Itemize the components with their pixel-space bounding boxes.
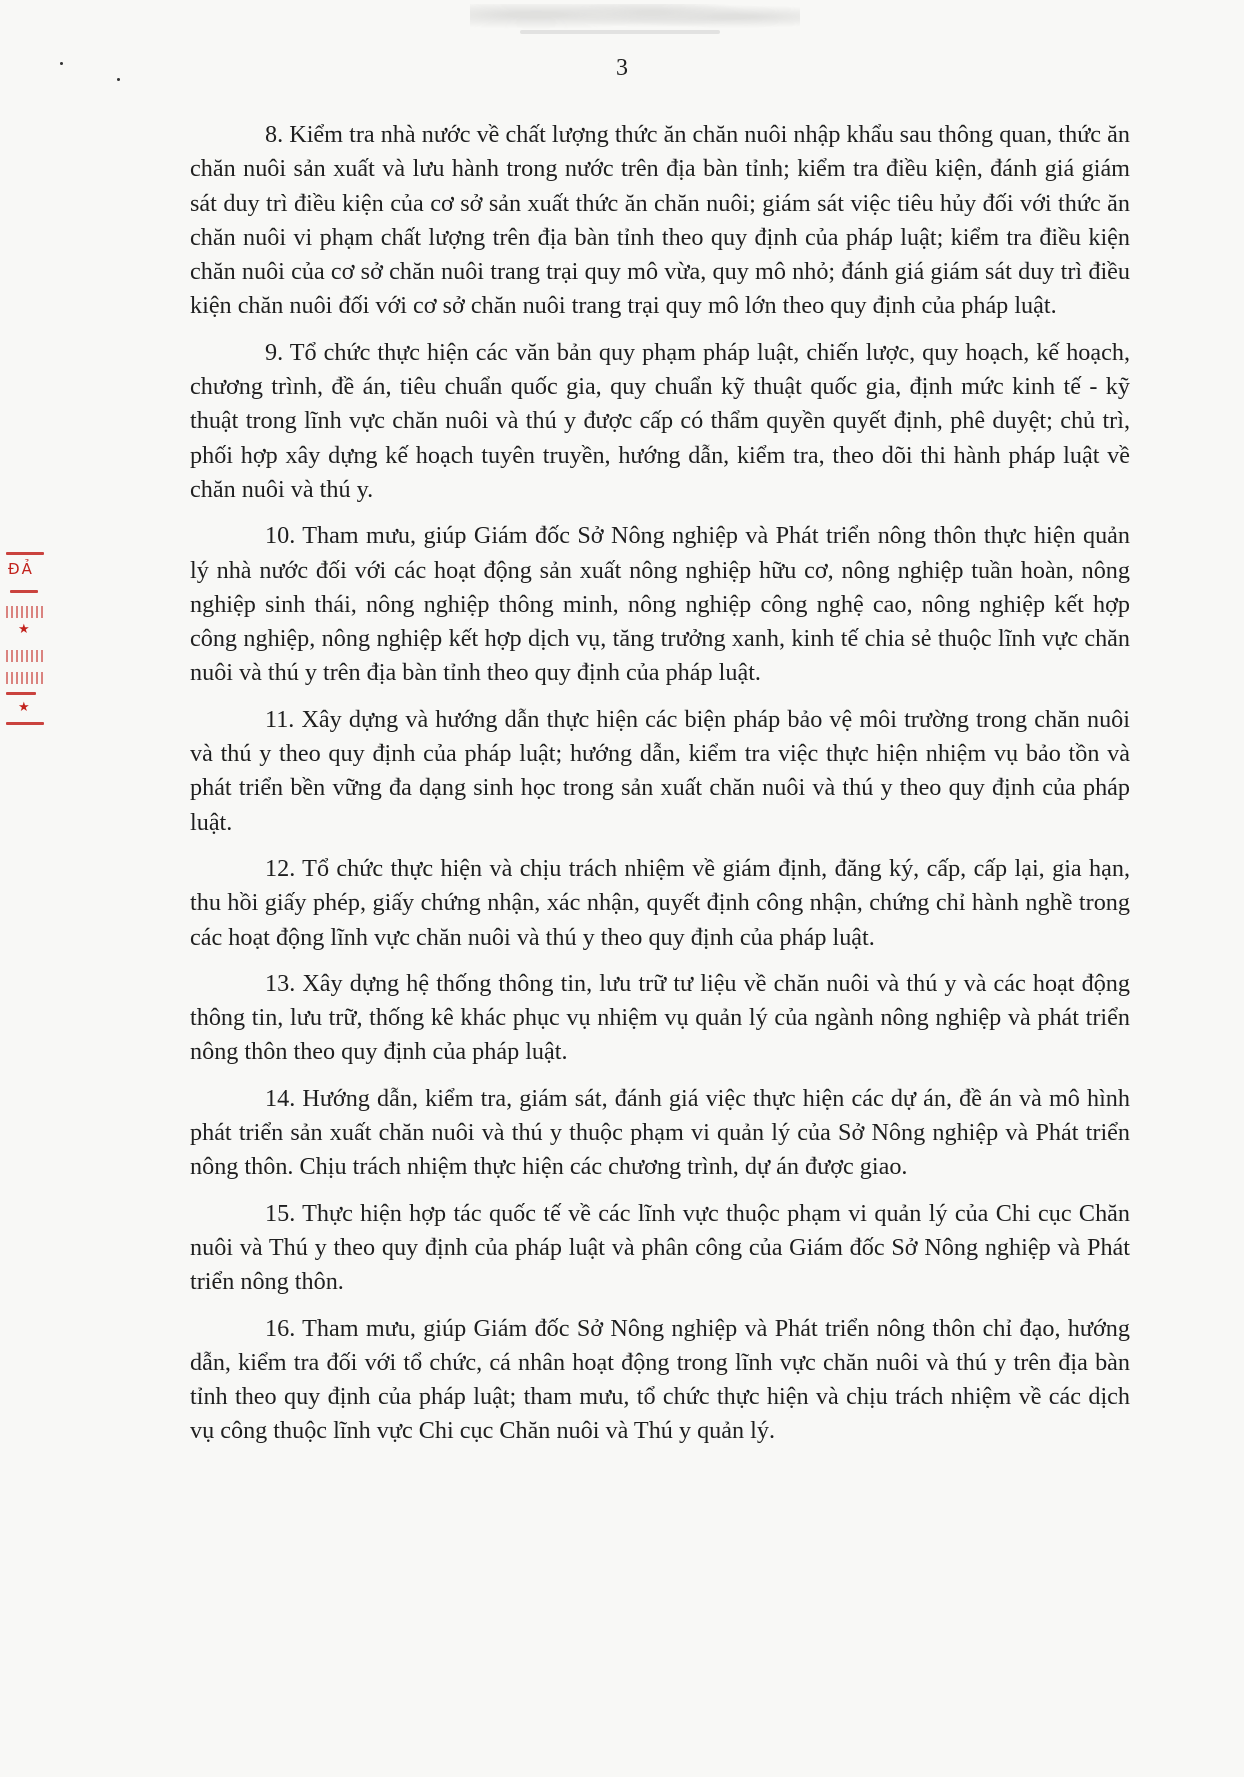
- stamp-text: ĐẢ: [8, 560, 34, 578]
- stamp-line: [6, 722, 44, 725]
- paragraph-9: 9. Tổ chức thực hiện các văn bản quy phạm pháp luật, chiến lược, quy hoạch, kế hoạch, chương trình, đề án, tiêu chuẩn quốc gia, quy chuẩn kỹ thuật quốc gia, định mức kinh tế - kỹ thuật trong lĩnh vực chăn nuôi và thú y được cấp có thẩm quyền quyết định, phê duyệt; chủ trì, phối hợp xây dựng kế hoạch tuyên truyền, hướng dẫn, kiểm tra, theo dõi thi hành pháp luật về chăn nuôi và thú y.: [190, 338, 1130, 503]
- paragraph-11: 11. Xây dựng và hướng dẫn thực hiện các biện pháp bảo vệ môi trường trong chăn nuôi và thú y theo quy định của pháp luật; hướng dẫn, kiểm tra việc thực hiện nhiệm vụ bảo tồn và phát triển bền vững đa dạng sinh học trong sản xuất chăn nuôi và thú y theo quy định của pháp luật.: [190, 705, 1130, 836]
- stamp-line: [6, 552, 44, 555]
- paragraph-8: 8. Kiểm tra nhà nước về chất lượng thức ăn chăn nuôi nhập khẩu sau thông quan, thức ăn chăn nuôi sản xuất và lưu hành trong nước trên địa bàn tỉnh; kiểm tra điều kiện, đánh giá giám sát duy trì điều kiện của cơ sở sản xuất thức ăn chăn nuôi; giám sát việc tiêu hủy đối với thức ăn chăn nuôi vi phạm chất lượng trên địa bàn tỉnh theo quy định của pháp luật; kiểm tra điều kiện chăn nuôi của cơ sở chăn nuôi trang trại quy mô vừa, quy mô nhỏ; đánh giá giám sát duy trì điều kiện chăn nuôi đối với cơ sở chăn nuôi trang trại quy mô lớn theo quy định của pháp luật.: [190, 121, 1130, 320]
- paragraph-10: 10. Tham mưu, giúp Giám đốc Sở Nông nghiệp và Phát triển nông thôn thực hiện quản lý nhà nước đối với các hoạt động sản xuất nông nghiệp hữu cơ, nông nghiệp tuần hoàn, nông nghiệp sinh thái, nông nghiệp thông minh, nông nghiệp công nghệ cao, nông nghiệp kết hợp công nghiệp, nông nghiệp kết hợp dịch vụ, tăng trưởng xanh, kinh tế chia sẻ thuộc lĩnh vực chăn nuôi và thú y trên địa bàn tỉnh theo quy định của pháp luật.: [190, 522, 1130, 687]
- stamp-line: [10, 590, 38, 593]
- seal-stamp-fragment: [0, 550, 50, 780]
- stamp-star-icon: ★: [18, 700, 30, 715]
- bleed-through-line: [520, 30, 720, 34]
- paragraph-16: 16. Tham mưu, giúp Giám đốc Sở Nông nghiệp và Phát triển nông thôn chỉ đạo, hướng dẫn, kiểm tra đối với tổ chức, cá nhân hoạt động trong lĩnh vực chăn nuôi và thú y trên địa bàn tỉnh theo quy định của pháp luật; tham mưu, tổ chức thực hiện và chịu trách nhiệm về các dịch vụ công thuộc lĩnh vực Chi cục Chăn nuôi và Thú y quản lý.: [190, 1314, 1130, 1445]
- document-body: [190, 118, 1130, 1461]
- paragraph-15: 15. Thực hiện hợp tác quốc tế về các lĩnh vực thuộc phạm vi quản lý của Chi cục Chăn nuôi và Thú y theo quy định của pháp luật và phân công của Giám đốc Sở Nông nghiệp và Phát triển nông thôn.: [190, 1199, 1130, 1296]
- stamp-star-icon: ★: [18, 622, 30, 637]
- stamp-texture: [6, 650, 44, 662]
- stamp-texture: [6, 606, 44, 618]
- bleed-through-header: [470, 4, 800, 40]
- paragraph-14: 14. Hướng dẫn, kiểm tra, giám sát, đánh giá việc thực hiện các dự án, đề án và mô hình phát triển sản xuất chăn nuôi và thú y thuộc phạm vi quản lý của Sở Nông nghiệp và Phát triển nông thôn. Chịu trách nhiệm thực hiện các chương trình, dự án được giao.: [190, 1084, 1130, 1181]
- stamp-texture: [6, 672, 44, 684]
- page-number: 3: [616, 55, 628, 81]
- stamp-line: [6, 692, 36, 695]
- paragraph-13: 13. Xây dựng hệ thống thông tin, lưu trữ tư liệu về chăn nuôi và thú y và các hoạt động thông tin, lưu trữ, thống kê khác phục vụ nhiệm vụ quản lý của ngành nông nghiệp và phát triển nông thôn theo quy định của pháp luật.: [190, 969, 1130, 1066]
- paragraph-12: 12. Tổ chức thực hiện và chịu trách nhiệm về giám định, đăng ký, cấp, cấp lại, gia hạn, thu hồi giấy phép, giấy chứng nhận, xác nhận, quyết định công nhận, chứng chỉ hành nghề trong các hoạt động lĩnh vực chăn nuôi và thú y theo quy định của pháp luật.: [190, 854, 1130, 951]
